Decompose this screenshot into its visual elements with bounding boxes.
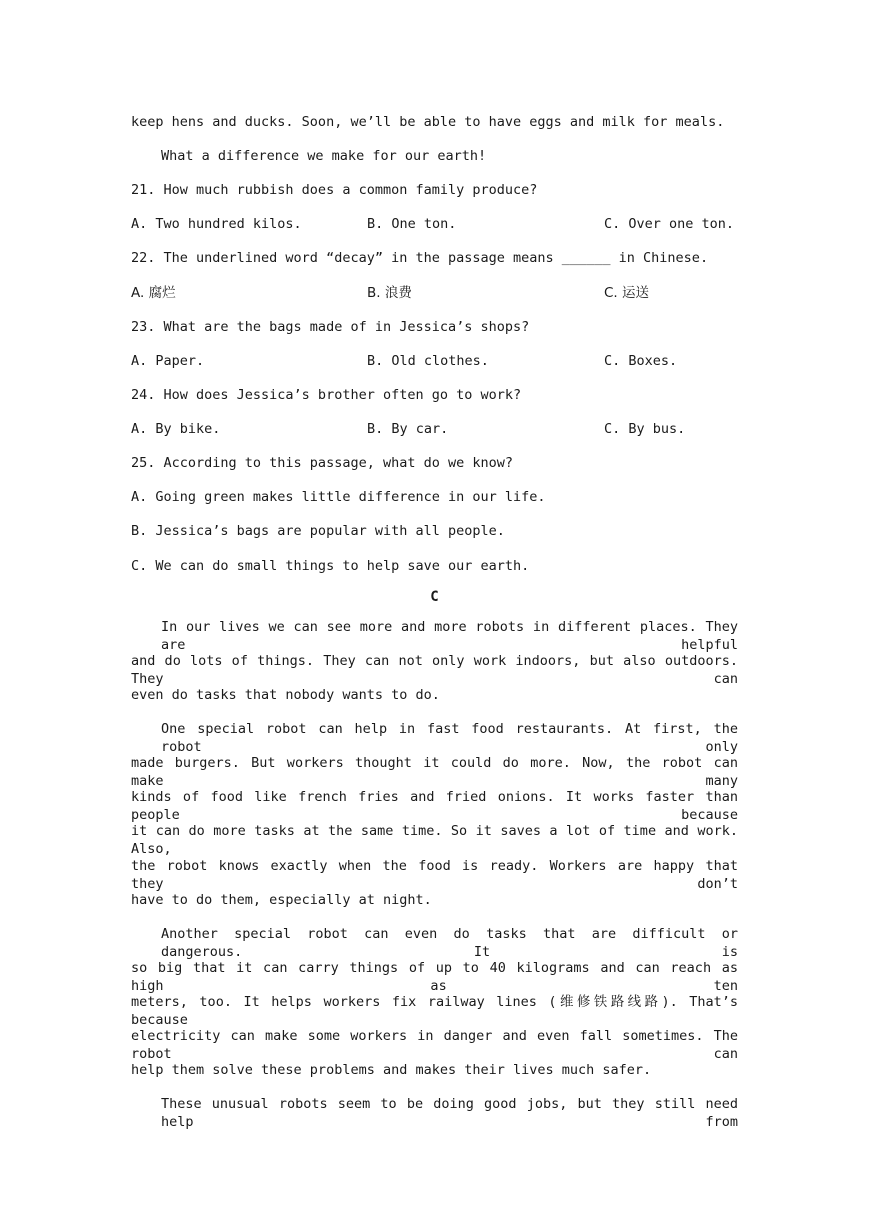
section-c-heading: C: [430, 589, 439, 605]
question-25-option-b: B. Jessica’s bags are popular with all people.: [131, 523, 505, 539]
question-25-stem: 25. According to this passage, what do we know?: [131, 455, 514, 471]
question-24-option-a: A. By bike.: [131, 421, 221, 437]
question-21-option-a: A. Two hundred kilos.: [131, 216, 302, 232]
question-23-stem: 23. What are the bags made of in Jessica’s shops?: [131, 319, 530, 335]
passage-c-line: Another special robot can even do tasks that are difficult or dangerous. It is: [161, 926, 738, 960]
passage-c-line: made burgers. But workers thought it could do more. Now, the robot can make many: [131, 755, 738, 789]
passage-c-line: These unusual robots seem to be doing good jobs, but they still need help from: [161, 1096, 738, 1130]
passage-line: keep hens and ducks. Soon, we’ll be able to have eggs and milk for meals.: [131, 114, 725, 130]
passage-c-line: it can do more tasks at the same time. So it saves a lot of time and work. Also,: [131, 823, 738, 857]
passage-c-line: even do tasks that nobody wants to do.: [131, 687, 440, 703]
question-23-option-c: C. Boxes.: [604, 353, 678, 369]
question-21-stem: 21. How much rubbish does a common family produce?: [131, 182, 538, 198]
passage-line: What a difference we make for our earth!: [161, 148, 487, 164]
passage-c-line: electricity can make some workers in danger and even fall sometimes. The robot can: [131, 1028, 738, 1062]
question-21-option-c: C. Over one ton.: [604, 216, 735, 232]
passage-c-line: meters, too. It helps workers fix railway lines (维修铁路线路). That’s because: [131, 994, 738, 1028]
question-25-option-c: C. We can do small things to help save our earth.: [131, 558, 530, 574]
passage-c-line: and do lots of things. They can not only work indoors, but also outdoors. They can: [131, 653, 738, 687]
passage-c-line: so big that it can carry things of up to 40 kilograms and can reach as high as ten: [131, 960, 738, 994]
passage-c-line: have to do them, especially at night.: [131, 892, 432, 908]
passage-c-line: In our lives we can see more and more robots in different places. They are helpful: [161, 619, 738, 653]
question-24-option-c: C. By bus.: [604, 421, 686, 437]
passage-c-line: kinds of food like french fries and fried onions. It works faster than people because: [131, 789, 738, 823]
question-22-option-a: A. 腐烂: [131, 285, 176, 301]
question-21-option-b: B. One ton.: [367, 216, 457, 232]
passage-c-line: the robot knows exactly when the food is ready. Workers are happy that they don’t: [131, 858, 738, 892]
question-24-stem: 24. How does Jessica’s brother often go to work?: [131, 387, 522, 403]
question-22-option-b: B. 浪费: [367, 285, 412, 301]
question-22-stem: 22. The underlined word “decay” in the passage means ______ in Chinese.: [131, 250, 709, 266]
question-22-option-c: C. 运送: [604, 285, 650, 301]
question-23-option-b: B. Old clothes.: [367, 353, 489, 369]
passage-c-line: help them solve these problems and makes their lives much safer.: [131, 1062, 652, 1078]
question-25-option-a: A. Going green makes little difference in our life.: [131, 489, 546, 505]
question-24-option-b: B. By car.: [367, 421, 449, 437]
question-23-option-a: A. Paper.: [131, 353, 205, 369]
passage-c-line: One special robot can help in fast food restaurants. At first, the robot only: [161, 721, 738, 755]
